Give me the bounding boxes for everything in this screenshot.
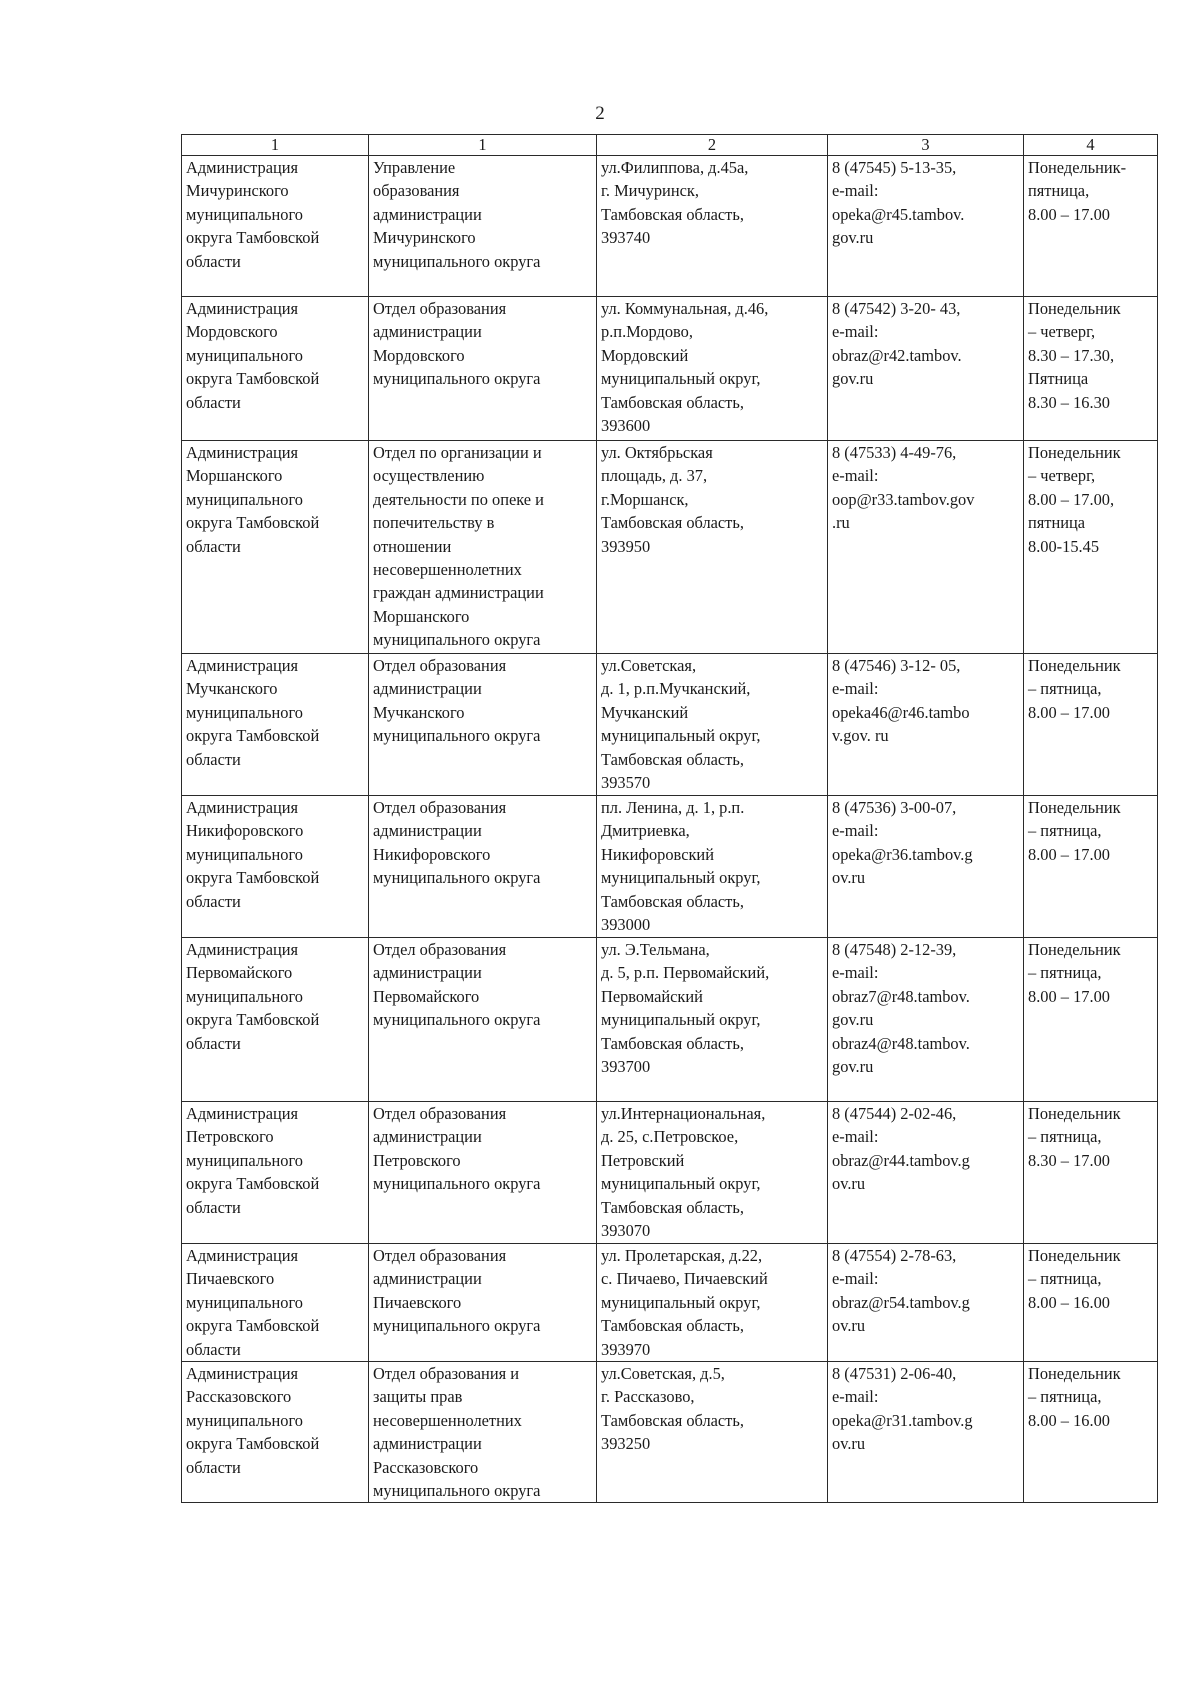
cell-text-line: Отдел образования (373, 940, 507, 959)
cell-text-line: области (186, 1197, 241, 1217)
administration-cell (182, 1244, 369, 1362)
cell-text-line: 8.30 – 16.30 (1028, 392, 1110, 412)
cell-text-line: Администрация (186, 798, 299, 817)
cell-text-line: Дмитриевка, (601, 821, 690, 841)
cell-text-line: 393250 (601, 1434, 651, 1454)
cell-text-line: муниципального округа (373, 868, 541, 888)
cell-text-line: opeka@r31.tambov.g (832, 1410, 973, 1430)
cell-text-line: муниципальный округ, (601, 1010, 761, 1030)
cell-text-line: 8 (47542) 3-20- 43, (832, 299, 961, 318)
cell-text-line: области (186, 1457, 241, 1477)
column-number-3: 3 (828, 135, 1024, 156)
contacts-cell (828, 156, 1024, 297)
cell-text-line: Мучканский (601, 702, 689, 722)
cell-text-line: obraz4@r48.tambov. (832, 1033, 970, 1053)
cell-text-line: 8.00-15.45 (1028, 536, 1100, 556)
cell-text-line: Понедельник (1028, 798, 1121, 817)
administration-cell (182, 796, 369, 938)
schedule-cell (1024, 938, 1158, 1102)
cell-text-line: Понедельник (1028, 299, 1121, 318)
address-cell (597, 297, 828, 441)
cell-text-line: д. 5, р.п. Первомайский, (601, 963, 770, 983)
header-row (182, 135, 1158, 156)
table-row (182, 1362, 1158, 1503)
column-number-4: 4 (1024, 135, 1158, 156)
cell-text-line: области (186, 891, 241, 911)
cell-text-line: несовершеннолетних (373, 1410, 522, 1430)
cell-text-line: 8.30 – 17.00 (1028, 1150, 1110, 1170)
cell-text-line: муниципального (186, 204, 303, 224)
cell-text-line: округа Тамбовской (186, 868, 320, 888)
table-header (182, 135, 1158, 156)
administration-cell (182, 441, 369, 654)
cell-text-line: Петровский (601, 1150, 685, 1170)
cell-text-line: области (186, 536, 241, 556)
administration-cell (182, 938, 369, 1102)
cell-text-line: obraz@r54.tambov.g (832, 1292, 970, 1312)
cell-text-line: Отдел образования (373, 1246, 507, 1265)
cell-text-line: ov.ru (832, 1174, 866, 1194)
cell-text-line: пятница, (1028, 181, 1090, 201)
cell-text-line: Тамбовская область, (601, 513, 744, 533)
cell-text-line: 393700 (601, 1057, 651, 1077)
contacts-cell (828, 1244, 1024, 1362)
cell-text-line: администрации (373, 204, 482, 224)
contacts-cell (828, 796, 1024, 938)
cell-text-line: e-mail: (832, 963, 879, 983)
cell-text-line: муниципальный округ, (601, 1174, 761, 1194)
cell-text-line: 8.00 – 17.00 (1028, 204, 1110, 224)
cell-text-line: 8 (47544) 2-02-46, (832, 1104, 957, 1123)
cell-text-line: 8.00 – 16.00 (1028, 1410, 1110, 1430)
cell-text-line: области (186, 1033, 241, 1053)
cell-text-line: ov.ru (832, 1434, 866, 1454)
cell-text-line: ov.ru (832, 1316, 866, 1336)
cell-text-line: пятница (1028, 513, 1086, 533)
cell-text-line: администрации (373, 1434, 482, 1454)
contacts-cell (828, 297, 1024, 441)
cell-text-line: Администрация (186, 940, 299, 959)
cell-text-line: Никифоровского (186, 821, 304, 841)
cell-text-line: Отдел образования (373, 798, 507, 817)
cell-text-line: 8 (47531) 2-06-40, (832, 1364, 957, 1384)
cell-text-line: Тамбовская область, (601, 1197, 744, 1217)
table-row (182, 938, 1158, 1102)
cell-text-line: Тамбовская область, (601, 1316, 744, 1336)
cell-text-line: 8 (47546) 3-12- 05, (832, 656, 961, 675)
cell-text-line: муниципального округа (373, 1010, 541, 1030)
cell-text-line: .ru (832, 513, 850, 533)
cell-text-line: Пичаевского (373, 1292, 462, 1312)
cell-text-line: администрации (373, 679, 482, 699)
cell-text-line: – пятница, (1028, 1387, 1102, 1407)
cell-text-line: – четверг, (1028, 322, 1096, 342)
cell-text-line: Отдел образования (373, 656, 507, 675)
cell-text-line: Петровского (186, 1127, 274, 1147)
cell-text-line: округа Тамбовской (186, 369, 320, 389)
cell-text-line: e-mail: (832, 1269, 879, 1289)
cell-text-line: муниципального округа (373, 1316, 541, 1336)
department-cell (369, 156, 597, 297)
cell-text-line: 393740 (601, 228, 651, 248)
cell-text-line: – четверг, (1028, 466, 1096, 486)
column-number-1: 1 (182, 135, 369, 156)
cell-text-line: ул. Коммунальная, д.46, (601, 299, 769, 318)
cell-text-line: Отдел по организации и (373, 443, 542, 462)
table-row (182, 441, 1158, 654)
cell-text-line: осуществлению (373, 466, 485, 486)
cell-text-line: администрации (373, 821, 482, 841)
cell-text-line: e-mail: (832, 181, 879, 201)
cell-text-line: e-mail: (832, 1127, 879, 1147)
cell-text-line: Тамбовская область, (601, 1410, 744, 1430)
cell-text-line: г.Моршанск, (601, 489, 689, 509)
cell-text-line: Тамбовская область, (601, 749, 744, 769)
cell-text-line: Администрация (186, 299, 299, 318)
cell-text-line: г. Мичуринск, (601, 181, 699, 201)
cell-text-line: муниципального округа (373, 1174, 541, 1194)
cell-text-line: ул.Филиппова, д.45а, (601, 158, 749, 177)
cell-text-line: Мордовский (601, 345, 689, 365)
cell-text-line: gov.ru (832, 1057, 874, 1077)
cell-text-line: с. Пичаево, Пичаевский (601, 1269, 768, 1289)
cell-text-line: муниципального (186, 1410, 303, 1430)
cell-text-line: 8 (47536) 3-00-07, (832, 798, 957, 817)
cell-text-line: Петровского (373, 1150, 461, 1170)
cell-text-line: муниципального (186, 345, 303, 365)
address-cell (597, 796, 828, 938)
administration-cell (182, 297, 369, 441)
department-cell (369, 1362, 597, 1503)
department-cell (369, 796, 597, 938)
cell-text-line: Моршанского (186, 466, 283, 486)
page-number: 2 (595, 103, 605, 124)
cell-text-line: ул. Пролетарская, д.22, (601, 1246, 763, 1265)
cell-text-line: муниципального (186, 844, 303, 864)
address-cell (597, 1244, 828, 1362)
cell-text-line: opeka46@r46.tambo (832, 702, 970, 722)
cell-text-line: oop@r33.tambov.gov (832, 489, 975, 509)
cell-text-line: – пятница, (1028, 679, 1102, 699)
cell-text-line: Моршанского (373, 606, 470, 626)
administration-cell (182, 1102, 369, 1244)
cell-text-line: 8.00 – 17.00 (1028, 844, 1110, 864)
cell-text-line: округа Тамбовской (186, 1174, 320, 1194)
cell-text-line: Понедельник (1028, 1104, 1121, 1123)
cell-text-line: – пятница, (1028, 1269, 1102, 1289)
address-cell (597, 1362, 828, 1503)
cell-text-line: e-mail: (832, 821, 879, 841)
cell-text-line: муниципального (186, 702, 303, 722)
cell-text-line: площадь, д. 37, (601, 466, 708, 486)
cell-text-line: Отдел образования и (373, 1364, 520, 1384)
cell-text-line: Понедельник (1028, 940, 1121, 959)
cell-text-line: e-mail: (832, 466, 879, 486)
schedule-cell (1024, 441, 1158, 654)
cell-text-line: Никифоровского (373, 844, 491, 864)
cell-text-line: ул.Советская, д.5, (601, 1364, 725, 1384)
department-cell (369, 938, 597, 1102)
cell-text-line: муниципального округа (373, 369, 541, 389)
cell-text-line: – пятница, (1028, 1127, 1102, 1147)
table-row (182, 796, 1158, 938)
table-row (182, 297, 1158, 441)
table-row (182, 654, 1158, 796)
cell-text-line: округа Тамбовской (186, 228, 320, 248)
cell-text-line: Понедельник (1028, 1364, 1121, 1384)
cell-text-line: Мучканского (186, 679, 278, 699)
cell-text-line: муниципального округа (373, 251, 541, 271)
contacts-cell (828, 1102, 1024, 1244)
contacts-cell (828, 654, 1024, 796)
cell-text-line: Администрация (186, 1104, 299, 1123)
cell-text-line: 8.00 – 17.00 (1028, 702, 1110, 722)
cell-text-line: Управление (373, 158, 456, 177)
cell-text-line: округа Тамбовской (186, 1316, 320, 1336)
cell-text-line: 8.00 – 16.00 (1028, 1292, 1110, 1312)
cell-text-line: 393070 (601, 1221, 651, 1241)
cell-text-line: Понедельник (1028, 443, 1121, 462)
cell-text-line: ул.Интернациональная, (601, 1104, 766, 1123)
table-body (182, 156, 1158, 1503)
cell-text-line: obraz@r44.tambov.g (832, 1150, 970, 1170)
cell-text-line: Администрация (186, 1364, 299, 1384)
cell-text-line: opeka@r45.tambov. (832, 204, 965, 224)
cell-text-line: администрации (373, 963, 482, 983)
cell-text-line: 8.30 – 17.30, (1028, 345, 1115, 365)
cell-text-line: ул. Октябрьская (601, 443, 713, 462)
department-cell (369, 654, 597, 796)
address-cell (597, 441, 828, 654)
cell-text-line: – пятница, (1028, 963, 1102, 983)
schedule-cell (1024, 796, 1158, 938)
cell-text-line: Администрация (186, 158, 299, 177)
cell-text-line: округа Тамбовской (186, 513, 320, 533)
cell-text-line: – пятница, (1028, 821, 1102, 841)
cell-text-line: Никифоровский (601, 844, 714, 864)
cell-text-line: gov.ru (832, 1010, 874, 1030)
cell-text-line: Понедельник (1028, 656, 1121, 675)
cell-text-line: 8 (47533) 4-49-76, (832, 443, 957, 462)
cell-text-line: Первомайского (186, 963, 293, 983)
cell-text-line: Тамбовская область, (601, 1033, 744, 1053)
cell-text-line: муниципального (186, 1150, 303, 1170)
cell-text-line: области (186, 251, 241, 271)
cell-text-line: Рассказовского (186, 1387, 292, 1407)
cell-text-line: муниципального округа (373, 1481, 541, 1501)
cell-text-line: муниципального (186, 986, 303, 1006)
cell-text-line: Мичуринского (373, 228, 476, 248)
cell-text-line: Понедельник- (1028, 158, 1127, 177)
cell-text-line: Мичуринского (186, 181, 289, 201)
cell-text-line: ov.ru (832, 868, 866, 888)
cell-text-line: д. 1, р.п.Мучканский, (601, 679, 751, 699)
cell-text-line: муниципального (186, 489, 303, 509)
cell-text-line: obraz@r42.tambov. (832, 345, 962, 365)
cell-text-line: муниципального (186, 1292, 303, 1312)
schedule-cell (1024, 654, 1158, 796)
cell-text-line: Понедельник (1028, 1246, 1121, 1265)
schedule-cell (1024, 156, 1158, 297)
schedule-cell (1024, 297, 1158, 441)
cell-text-line: 393570 (601, 773, 651, 793)
cell-text-line: ул. Э.Тельмана, (601, 940, 710, 959)
cell-text-line: отношении (373, 536, 452, 556)
cell-text-line: 8 (47545) 5-13-35, (832, 158, 957, 177)
cell-text-line: администрации (373, 322, 482, 342)
cell-text-line: г. Рассказово, (601, 1387, 695, 1407)
guardianship-offices-table (181, 134, 1158, 1503)
cell-text-line: gov.ru (832, 369, 874, 389)
cell-text-line: Первомайский (601, 986, 703, 1006)
cell-text-line: области (186, 392, 241, 412)
contacts-cell (828, 441, 1024, 654)
cell-text-line: 393000 (601, 915, 651, 935)
cell-text-line: области (186, 749, 241, 769)
cell-text-line: 8 (47554) 2-78-63, (832, 1246, 957, 1265)
cell-text-line: Администрация (186, 443, 299, 462)
column-number-2: 2 (597, 135, 828, 156)
cell-text-line: 8.00 – 17.00 (1028, 986, 1110, 1006)
address-cell (597, 654, 828, 796)
cell-text-line: Тамбовская область, (601, 392, 744, 412)
cell-text-line: Пичаевского (186, 1269, 275, 1289)
cell-text-line: попечительству в (373, 513, 495, 533)
cell-text-line: obraz7@r48.tambov. (832, 986, 970, 1006)
cell-text-line: Администрация (186, 1246, 299, 1265)
department-cell (369, 441, 597, 654)
cell-text-line: д. 25, с.Петровское, (601, 1127, 739, 1147)
table-row (182, 1244, 1158, 1362)
cell-text-line: 8 (47548) 2-12-39, (832, 940, 957, 959)
schedule-cell (1024, 1244, 1158, 1362)
cell-text-line: gov.ru (832, 228, 874, 248)
cell-text-line: пл. Ленина, д. 1, р.п. (601, 798, 745, 817)
cell-text-line: несовершеннолетних (373, 560, 522, 580)
cell-text-line: области (186, 1339, 241, 1359)
table-row (182, 156, 1158, 297)
cell-text-line: 393950 (601, 536, 651, 556)
administration-cell (182, 1362, 369, 1503)
cell-text-line: округа Тамбовской (186, 1010, 320, 1030)
cell-text-line: Мордовского (186, 322, 278, 342)
cell-text-line: муниципальный округ, (601, 726, 761, 746)
address-cell (597, 1102, 828, 1244)
cell-text-line: администрации (373, 1269, 482, 1289)
address-cell (597, 938, 828, 1102)
cell-text-line: 8.00 – 17.00, (1028, 489, 1115, 509)
cell-text-line: Первомайского (373, 986, 480, 1006)
department-cell (369, 1102, 597, 1244)
cell-text-line: р.п.Мордово, (601, 322, 693, 342)
table-row (182, 1102, 1158, 1244)
cell-text-line: Отдел образования (373, 1104, 507, 1123)
column-number-1b: 1 (369, 135, 597, 156)
cell-text-line: Тамбовская область, (601, 891, 744, 911)
cell-text-line: граждан администрации (373, 583, 544, 603)
address-cell (597, 156, 828, 297)
cell-text-line: Мордовского (373, 345, 465, 365)
cell-text-line: муниципальный округ, (601, 868, 761, 888)
cell-text-line: защиты прав (373, 1387, 463, 1407)
contacts-cell (828, 1362, 1024, 1503)
cell-text-line: opeka@r36.tambov.g (832, 844, 973, 864)
cell-text-line: муниципального округа (373, 726, 541, 746)
cell-text-line: муниципальный округ, (601, 369, 761, 389)
cell-text-line: муниципальный округ, (601, 1292, 761, 1312)
cell-text-line: муниципального округа (373, 630, 541, 650)
cell-text-line: Администрация (186, 656, 299, 675)
administration-cell (182, 654, 369, 796)
cell-text-line: Отдел образования (373, 299, 507, 318)
cell-text-line: 393970 (601, 1339, 651, 1359)
administration-cell (182, 156, 369, 297)
cell-text-line: округа Тамбовской (186, 1434, 320, 1454)
cell-text-line: ул.Советская, (601, 656, 697, 675)
cell-text-line: e-mail: (832, 679, 879, 699)
cell-text-line: Рассказовского (373, 1457, 479, 1477)
cell-text-line: Пятница (1028, 369, 1089, 389)
contacts-cell (828, 938, 1024, 1102)
cell-text-line: образования (373, 181, 460, 201)
cell-text-line: администрации (373, 1127, 482, 1147)
cell-text-line: e-mail: (832, 1387, 879, 1407)
cell-text-line: Тамбовская область, (601, 204, 744, 224)
schedule-cell (1024, 1102, 1158, 1244)
cell-text-line: округа Тамбовской (186, 726, 320, 746)
cell-text-line: Мучканского (373, 702, 465, 722)
cell-text-line: 393600 (601, 416, 651, 436)
department-cell (369, 1244, 597, 1362)
department-cell (369, 297, 597, 441)
schedule-cell (1024, 1362, 1158, 1503)
cell-text-line: деятельности по опеке и (373, 489, 544, 509)
cell-text-line: v.gov. ru (832, 726, 889, 746)
cell-text-line: e-mail: (832, 322, 879, 342)
